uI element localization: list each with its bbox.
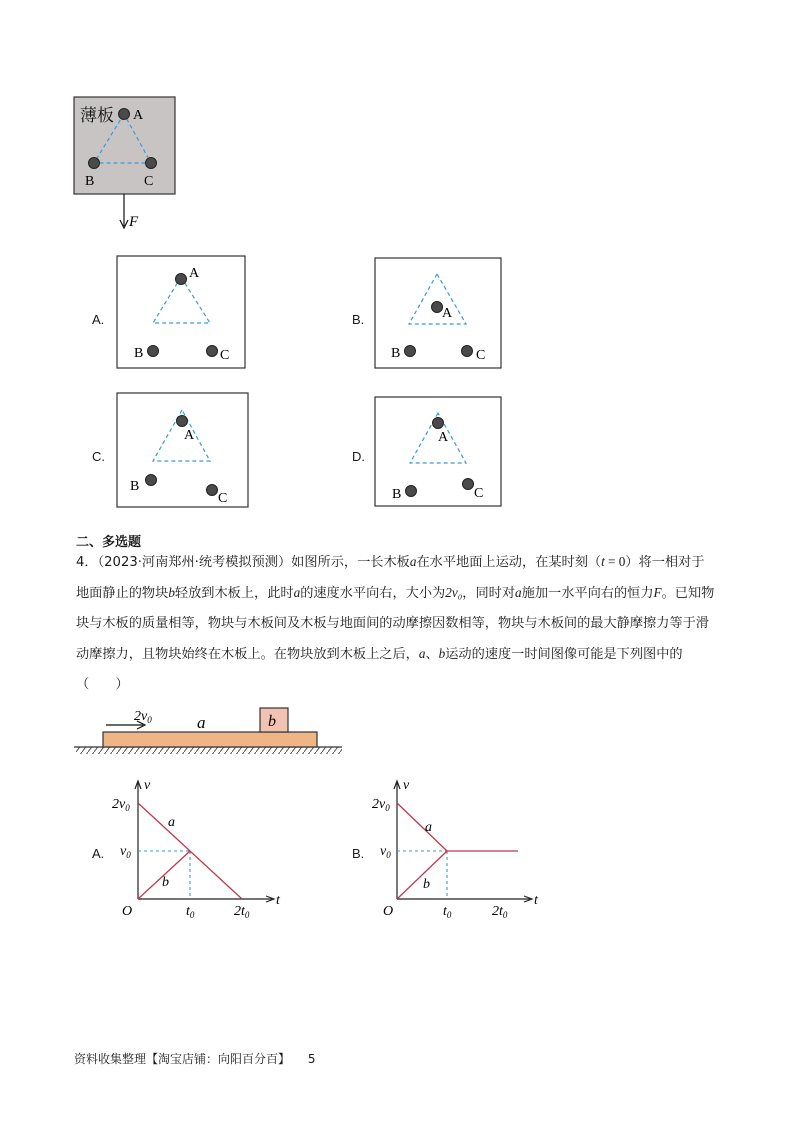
graph-a[interactable] bbox=[110, 775, 290, 920]
question-4: 4．（2023·河南郑州·统考模拟预测）如图所示，一长木板a在水平地面上运动，在某时刻（t = 0）将一相对于地面静止的物块b轻放到木板上，此时a的速度水平向右，大小为2v₀，同时对a施加一水平向右的恒力F。已知物块与木板的质量相等，物块与木板间及木板与地面间的动摩擦因数相等，物块与木板间的最大静摩擦力等于滑动摩擦力，且物块始终在木板上。在物块放到木板上之后，a、b运动的速度一时间图像可能是下列图中的（ ） bbox=[76, 554, 715, 692]
x-2t0-label: $2t_0$ bbox=[492, 904, 508, 920]
option-d-label: D. bbox=[352, 449, 365, 464]
label-a: A bbox=[189, 266, 200, 281]
board-a bbox=[103, 732, 317, 747]
label-c: C bbox=[144, 174, 154, 189]
origin-label: O bbox=[383, 904, 394, 919]
label-a: A bbox=[184, 428, 195, 443]
option-b-label: B. bbox=[352, 312, 365, 327]
y-top-label: $2v_0$ bbox=[372, 797, 390, 813]
ball-b bbox=[148, 346, 159, 357]
x-t0-label: $t_0$ bbox=[443, 904, 452, 920]
option-d-figure[interactable] bbox=[374, 396, 502, 507]
ball-b bbox=[405, 346, 416, 357]
label-c: C bbox=[476, 348, 486, 363]
label-c: C bbox=[474, 486, 484, 501]
plate-figure bbox=[60, 90, 190, 240]
line-b-label: b bbox=[162, 875, 169, 890]
question-number: 4． bbox=[76, 555, 98, 570]
y-top-label: $2v_0$ bbox=[112, 797, 130, 813]
ball-a bbox=[177, 416, 188, 427]
line-b-label: b bbox=[423, 877, 430, 892]
axis-t-label: t bbox=[276, 893, 280, 908]
axis-v-label: v bbox=[403, 778, 410, 793]
footer-text: 资料收集整理【淘宝店铺：向阳百分百】 bbox=[74, 1052, 291, 1066]
ball-a bbox=[433, 418, 444, 429]
x-t0-label: $t_0$ bbox=[186, 904, 195, 920]
block-label: b bbox=[268, 713, 276, 730]
y-mid-label: $v_0$ bbox=[120, 844, 131, 860]
label-b: B bbox=[391, 346, 401, 361]
graph-a-option-label: A. bbox=[92, 846, 105, 861]
label-c: C bbox=[218, 491, 228, 506]
graph-b[interactable] bbox=[370, 775, 550, 920]
ball-c bbox=[462, 346, 473, 357]
ball-b bbox=[146, 475, 157, 486]
y-mid-label: $v_0$ bbox=[380, 844, 391, 860]
ball-c bbox=[146, 158, 157, 169]
ball-a bbox=[432, 302, 443, 313]
ground-hatch bbox=[76, 747, 342, 754]
line-a-label: a bbox=[168, 815, 175, 830]
label-b: B bbox=[85, 174, 95, 189]
footer bbox=[74, 1050, 315, 1067]
board-block-figure bbox=[70, 704, 350, 756]
label-a: A bbox=[442, 306, 453, 321]
ball-b bbox=[406, 486, 417, 497]
plate-label: 薄板 bbox=[80, 106, 114, 125]
option-a-figure[interactable] bbox=[116, 255, 246, 370]
page-number: 5 bbox=[307, 1052, 316, 1066]
force-label: F bbox=[129, 214, 139, 230]
ball-a bbox=[176, 274, 187, 285]
ball-b bbox=[89, 158, 100, 169]
axis-t-label: t bbox=[534, 893, 538, 908]
option-a-label: A. bbox=[92, 312, 105, 327]
label-c: C bbox=[220, 348, 230, 363]
board-label: a bbox=[197, 713, 206, 732]
x-2t0-label: $2t_0$ bbox=[234, 904, 250, 920]
ball-c bbox=[207, 485, 218, 496]
line-a bbox=[397, 803, 447, 851]
ball-a bbox=[119, 109, 130, 120]
option-c-figure[interactable] bbox=[116, 392, 249, 508]
label-a: A bbox=[438, 430, 449, 445]
ball-c bbox=[207, 346, 218, 357]
label-b: B bbox=[134, 346, 144, 361]
origin-label: O bbox=[122, 904, 133, 919]
axis-v-label: v bbox=[144, 778, 151, 793]
option-b-figure[interactable] bbox=[374, 257, 502, 369]
line-a-label: a bbox=[425, 820, 432, 835]
label-a: A bbox=[133, 108, 144, 123]
label-b: B bbox=[130, 479, 140, 494]
line-b bbox=[397, 851, 447, 899]
ball-c bbox=[463, 479, 474, 490]
section-title: 二、多选题 bbox=[76, 535, 142, 550]
label-b: B bbox=[392, 487, 402, 502]
graph-b-option-label: B. bbox=[352, 846, 365, 861]
option-c-label: C. bbox=[92, 449, 105, 464]
velocity-label: $2v_0$ bbox=[134, 709, 152, 725]
